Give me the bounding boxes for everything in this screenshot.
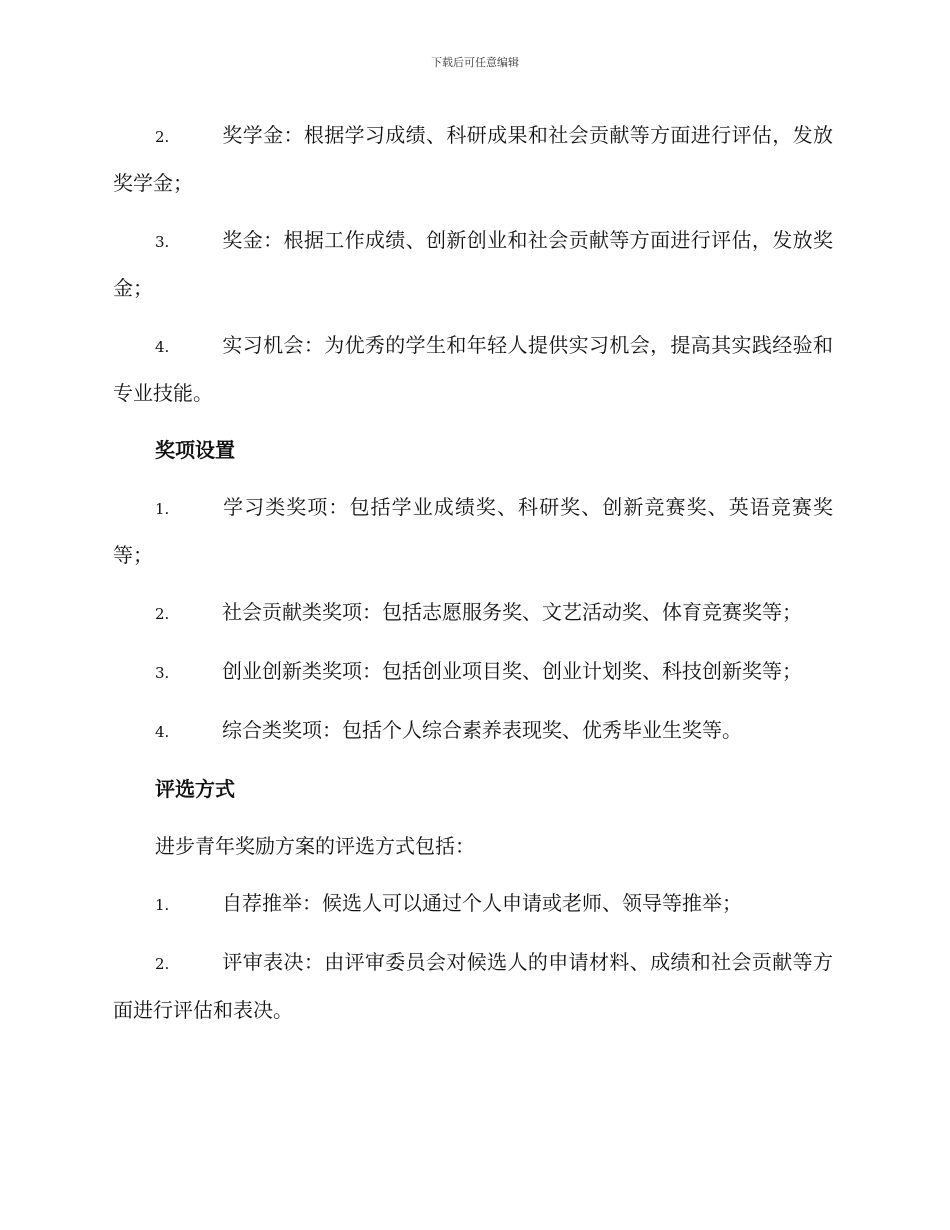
- list-item: [113, 707, 833, 755]
- list-number: 2.: [155, 955, 170, 973]
- list-text: 学习类奖项：包括学业成绩奖、科研奖、创新竞赛奖、英语竞赛奖等；: [113, 495, 833, 567]
- list-item: [113, 322, 833, 416]
- section-heading-awards: 奖项设置: [155, 438, 235, 462]
- list-text: 实习机会：为优秀的学生和年轻人提供实习机会，提高其实践经验和专业技能。: [113, 333, 833, 405]
- list-text: 社会贡献类奖项：包括志愿服务奖、文艺活动奖、体育竞赛奖等；: [222, 600, 802, 624]
- list-number: 1.: [155, 896, 170, 914]
- section-heading-selection: 评选方式: [155, 777, 235, 801]
- list-text: 奖学金：根据学习成绩、科研成果和社会贡献等方面进行评估，发放奖学金；: [113, 123, 833, 195]
- document-body: [113, 112, 833, 1044]
- list-item: [113, 112, 833, 206]
- list-number: 4.: [155, 338, 170, 356]
- list-number: 3.: [155, 664, 170, 682]
- list-item: [113, 648, 833, 696]
- list-item: [113, 589, 833, 637]
- list-text: 奖金：根据工作成绩、创新创业和社会贡献等方面进行评估，发放奖金；: [113, 228, 833, 300]
- list-number: 2.: [155, 605, 170, 623]
- list-number: 2.: [155, 128, 170, 146]
- list-item: [113, 939, 833, 1033]
- page-header: 下载后可任意编辑: [431, 56, 519, 69]
- list-text: 创业创新类奖项：包括创业项目奖、创业计划奖、科技创新奖等；: [222, 659, 802, 683]
- list-number: 1.: [155, 500, 170, 518]
- list-item: [113, 217, 833, 311]
- list-item: [113, 484, 833, 578]
- list-text: 综合类奖项：包括个人综合素养表现奖、优秀毕业生奖等。: [222, 718, 742, 742]
- list-text: 自荐推举：候选人可以通过个人申请或老师、领导等推举；: [222, 891, 742, 915]
- intro-paragraph: 进步青年奖励方案的评选方式包括：: [155, 834, 475, 858]
- list-number: 4.: [155, 723, 170, 741]
- list-number: 3.: [155, 233, 170, 251]
- list-item: [113, 880, 833, 928]
- list-text: 评审表决：由评审委员会对候选人的申请材料、成绩和社会贡献等方面进行评估和表决。: [113, 950, 833, 1022]
